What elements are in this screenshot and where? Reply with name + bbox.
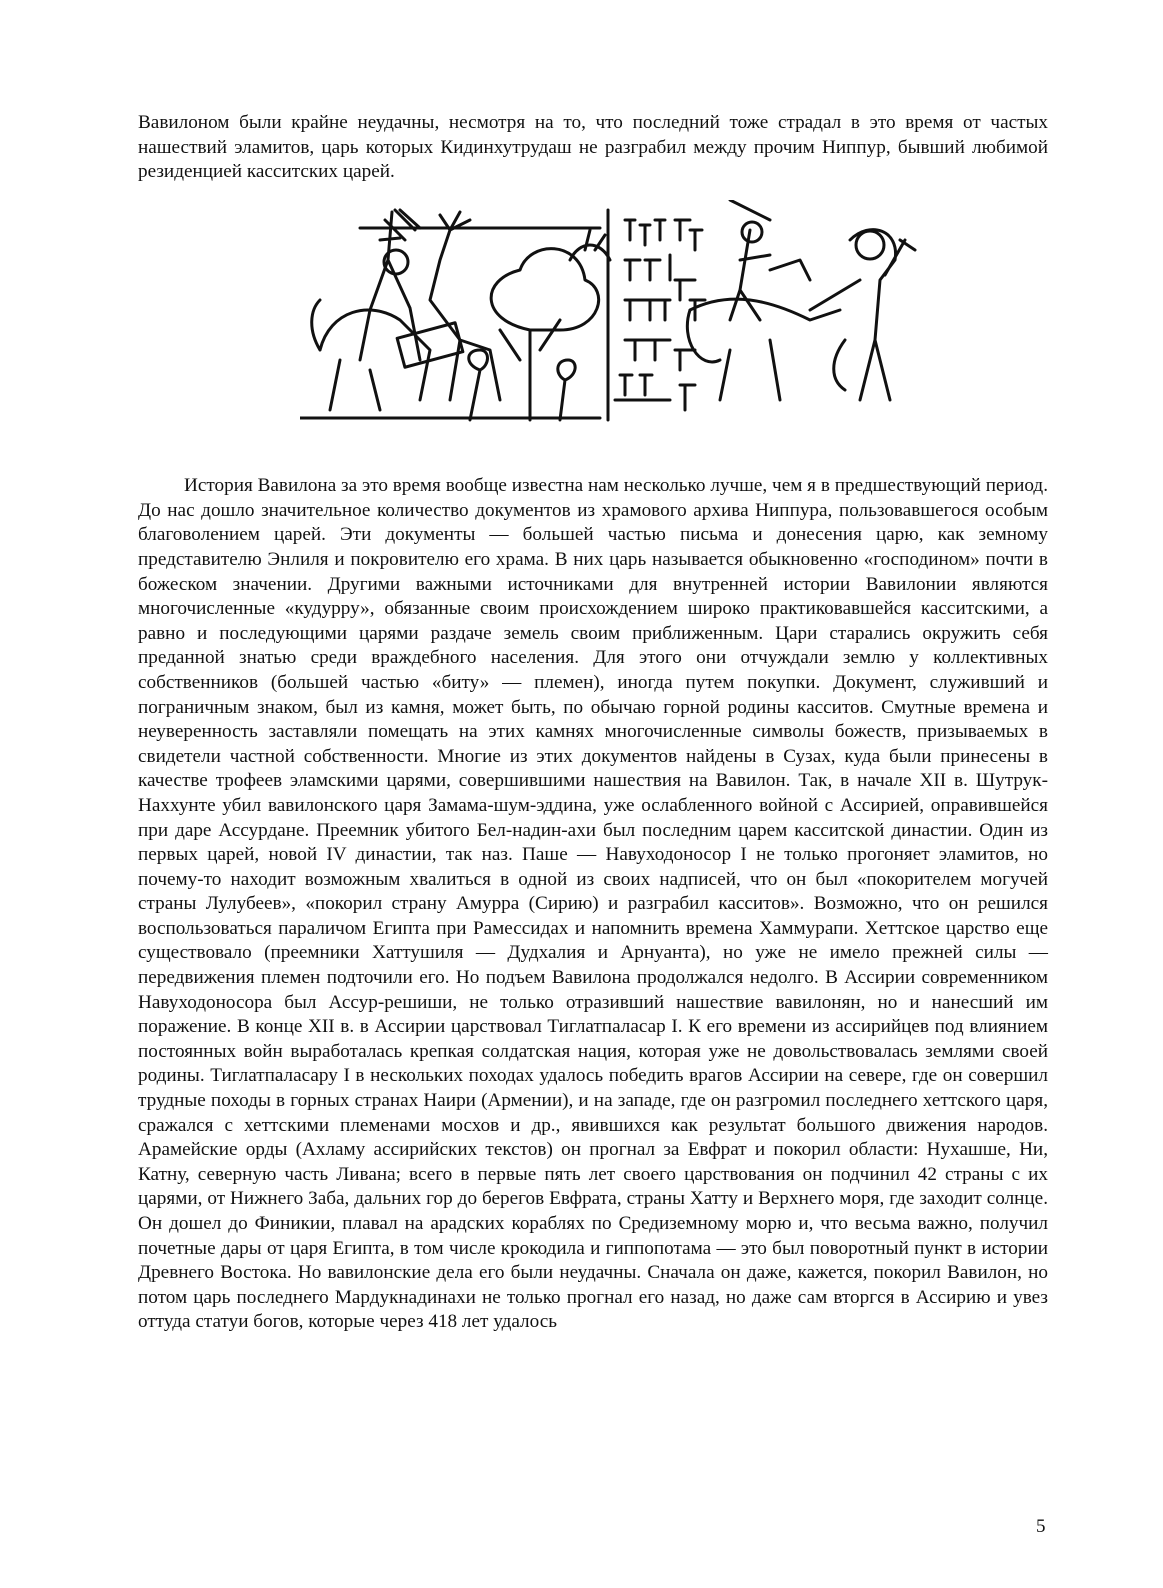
cylinder-seal-illustration — [300, 200, 920, 430]
main-paragraph: История Вавилона за это время вообще известна нам несколько лучше, чем я в предшествующий период. До нас дошло значительное количество документов из храмового архива Ниппура, пользовавшегося особым благоволением царей. Эти документы — большей частью письма и донесения царю, как земному представителю Энлиля и покровителю его храма. В них царь называется обыкновенно «господином» почти в божеском значении. Другими важными источниками для внутренней истории Вавилонии являются многочисленные «кудурру», обязанные своим происхождением широко практиковавшейся касситскими, а равно и последующими царями раздаче земель своим приближенным. Цари старались окружить себя преданной знатью среди враждебного населения. Для этого они отчуждали землю у коллективных собственников (большей частью «биту» — племен), иногда путем покупки. Документ, служивший и пограничным знаком, был из камня, может быть, по обычаю горной родины касситов. Смутные времена и неуверенность заставляли помещать на этих камнях многочисленные символы божеств, призываемых в свидетели частной собственности. Многие из этих документов найдены в Сузах, куда были принесены в качестве трофеев эламскими царями, совершившими нашествия на Вавилон. Так, в начале XII в. Шутрук-Наххунте убил вавилонского царя Замама-шум-эддина, уже ослабленного войной с Ассирией, оправившейся при даре Ассурдане. Преемник убитого Бел-надин-ахи был последним царем касситской династии. Один из первых царей, новой IV династии, так наз. Паше — Навуходоносор I не только прогоняет эламитов, но почему-то находит возможным хвалиться в одной из своих надписей, что он был «покорителем могучей страны Лулубеев», «покорил страну Амурра (Сирию) и разграбил касситов». Возможно, что он решился воспользоваться параличом Египта при Рамессидах и напомнить времена Хаммурапи. Хеттское царство еще существовало (преемники Хаттушиля — Дудхалия и Арнуанта), но уже не имело прежней силы — передвижения племен подточили его. Но подъем Вавилона продолжался недолго. В Ассирии современником Навуходоносора был Ассур-решиши, не только отразивший нашествие вавилонян, но и нанесший им поражение. В конце XII в. в Ассирии царствовал Тиглатпаласар I. К его времени из ассирийцев под влиянием постоянных войн выработалась крепкая солдатская нация, которая уже не довольствовалась землями своей родины. Тиглатпаласару I в нескольких походах удалось победить врагов Ассирии на севере, где он совершил трудные походы в горных странах Наири (Армении), и на западе, где он разгромил последнего хеттского царя, сражался с хеттскими племенами мосхов и др., явившихся как результат большого движения народов. Арамейские орды (Ахламу ассирийских текстов) он прогнал за Евфрат и покорил области: Нухашше, Ни, Катну, северную часть Ливана; всего в первые пять лет своего царствования он подчинил 42 страны с их царями, от Нижнего Заба, дальних гор до берегов Евфрата, страны Хатту и Верхнего моря, где заходит солнце. Он дошел до Финикии, плавал на арадских кораблях по Средиземному морю и, что весьма важно, получил почетные дары от царя Египта, в том числе крокодила и гиппопотама — это был поворотный пункт в истории Древнего Востока. Но вавилонские дела его были неудачны. Сначала он даже, кажется, покорил Вавилон, но потом царь последнего Мардукнадинахи не только прогнал его назад, но даже сам вторгся в Ассирию и увез оттуда статуи богов, которые через 418 лет удалось — [138, 475, 1048, 1333]
page-number: 5 — [1036, 1516, 1046, 1537]
intro-paragraph: Вавилоном были крайне неудачны, несмотря на то, что последний тоже страдал в это время от частых нашествий эламитов, царь которых Кидинхутрудаш не разграбил между прочим Ниппур, бывший любимой резиденцией касситских царей. — [138, 112, 1048, 183]
